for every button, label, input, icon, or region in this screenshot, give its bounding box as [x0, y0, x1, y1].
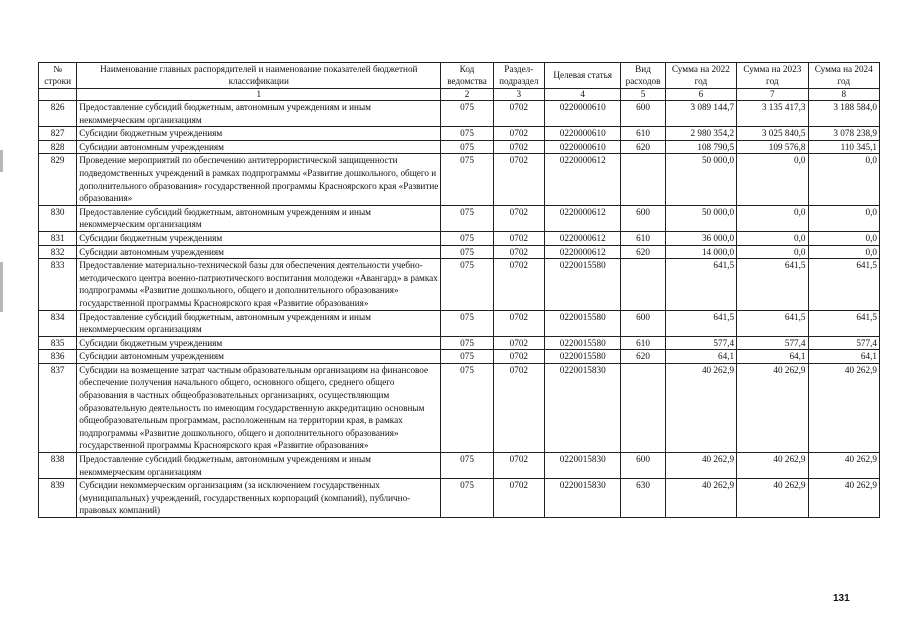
- table-row: [39, 350, 880, 364]
- table-row: [39, 363, 880, 452]
- row-name: Субсидии автономным учреждениям: [77, 140, 441, 154]
- row-target-article: 0220000610: [544, 127, 620, 141]
- row-expense-type: [621, 363, 665, 452]
- column-number: 2: [441, 89, 493, 101]
- row-dept-code: 075: [441, 245, 493, 259]
- row-sum-2023: 0,0: [737, 245, 808, 259]
- row-section: 0702: [493, 140, 544, 154]
- row-section: 0702: [493, 154, 544, 205]
- header-sum-2022: Сумма на 2022 год: [665, 63, 736, 89]
- row-target-article: 0220015580: [544, 350, 620, 364]
- row-sum-2022: 2 980 354,2: [665, 127, 736, 141]
- row-number: 839: [39, 479, 77, 518]
- column-number: 4: [544, 89, 620, 101]
- row-section: 0702: [493, 453, 544, 479]
- table-row: [39, 259, 880, 310]
- row-name: Субсидии бюджетным учреждениям: [77, 336, 441, 350]
- row-sum-2024: 0,0: [808, 205, 879, 231]
- table-row: [39, 336, 880, 350]
- row-expense-type: 600: [621, 310, 665, 336]
- row-expense-type: 600: [621, 101, 665, 127]
- header-sum-2023: Сумма на 2023 год: [737, 63, 808, 89]
- row-sum-2022: 577,4: [665, 336, 736, 350]
- row-section: 0702: [493, 101, 544, 127]
- row-sum-2023: 40 262,9: [737, 363, 808, 452]
- row-sum-2023: 641,5: [737, 259, 808, 310]
- row-sum-2024: 3 188 584,0: [808, 101, 879, 127]
- row-number: 828: [39, 140, 77, 154]
- row-name: Предоставление субсидий бюджетным, автономным учреждениям и иным некоммерческим организациям: [77, 101, 441, 127]
- row-sum-2022: 40 262,9: [665, 363, 736, 452]
- table-row: [39, 127, 880, 141]
- table-row: [39, 154, 880, 205]
- row-sum-2024: 0,0: [808, 245, 879, 259]
- row-dept-code: 075: [441, 350, 493, 364]
- row-target-article: 0220015830: [544, 453, 620, 479]
- row-sum-2024: 3 078 238,9: [808, 127, 879, 141]
- table-row: [39, 453, 880, 479]
- row-target-article: 0220015580: [544, 310, 620, 336]
- row-name: Предоставление субсидий бюджетным, автономным учреждениям и иным некоммерческим организациям: [77, 453, 441, 479]
- row-sum-2023: 40 262,9: [737, 479, 808, 518]
- row-section: 0702: [493, 310, 544, 336]
- row-number: 827: [39, 127, 77, 141]
- row-sum-2024: 110 345,1: [808, 140, 879, 154]
- row-sum-2022: 40 262,9: [665, 453, 736, 479]
- row-expense-type: 620: [621, 350, 665, 364]
- row-sum-2022: 40 262,9: [665, 479, 736, 518]
- column-number-row: [39, 89, 880, 101]
- row-dept-code: 075: [441, 259, 493, 310]
- table-row: [39, 245, 880, 259]
- row-name: Предоставление субсидий бюджетным, автономным учреждениям и иным некоммерческим организациям: [77, 205, 441, 231]
- row-name: Субсидии бюджетным учреждениям: [77, 127, 441, 141]
- row-target-article: 0220000610: [544, 140, 620, 154]
- column-number: 5: [621, 89, 665, 101]
- row-number: 830: [39, 205, 77, 231]
- row-sum-2024: 0,0: [808, 231, 879, 245]
- row-dept-code: 075: [441, 479, 493, 518]
- row-sum-2023: 40 262,9: [737, 453, 808, 479]
- row-dept-code: 075: [441, 363, 493, 452]
- row-expense-type: 610: [621, 231, 665, 245]
- row-number: 826: [39, 101, 77, 127]
- header-name: Наименование главных распорядителей и наименование показателей бюджетной классификации: [77, 63, 441, 89]
- row-target-article: 0220000612: [544, 205, 620, 231]
- row-name: Субсидии автономным учреждениям: [77, 245, 441, 259]
- row-sum-2022: 14 000,0: [665, 245, 736, 259]
- row-dept-code: 075: [441, 310, 493, 336]
- row-name: Субсидии на возмещение затрат частным образовательным организациям на финансовое обеспечение получения начального общего, основного общего, среднего общего образования в частных общеобразовательных организациях, осуществляющим образовательную деятельность по имеющим государственную аккредитацию основным общеобразовательным программам, расположенным на территории края, в рамках подпрограммы «Развитие дошкольного, общего и дополнительного образования» государственной программы Красноярского края «Развитие образования»: [77, 363, 441, 452]
- row-sum-2024: 577,4: [808, 336, 879, 350]
- row-dept-code: 075: [441, 127, 493, 141]
- row-sum-2023: 0,0: [737, 205, 808, 231]
- row-sum-2023: 3 135 417,3: [737, 101, 808, 127]
- column-number: 1: [77, 89, 441, 101]
- row-expense-type: 630: [621, 479, 665, 518]
- row-sum-2022: 3 089 144,7: [665, 101, 736, 127]
- row-dept-code: 075: [441, 205, 493, 231]
- header-target-article: Целевая статья: [544, 63, 620, 89]
- row-sum-2023: 64,1: [737, 350, 808, 364]
- row-number: 836: [39, 350, 77, 364]
- column-number: 8: [808, 89, 879, 101]
- row-section: 0702: [493, 363, 544, 452]
- table-row: [39, 205, 880, 231]
- row-expense-type: 610: [621, 336, 665, 350]
- row-name: Предоставление материально-технической базы для обеспечения деятельности учебно-методического центра военно-патриотического воспитания молодежи «Авангард» в рамках подпрограммы «Развитие дошкольного, общего и дополнительного образования» государственной программы Красноярского края «Развитие образования»: [77, 259, 441, 310]
- row-number: 829: [39, 154, 77, 205]
- row-sum-2022: 64,1: [665, 350, 736, 364]
- row-number: 838: [39, 453, 77, 479]
- row-name: Субсидии некоммерческим организациям (за исключением государственных (муниципальных) учреждений, государственных корпораций (компаний), публично-правовых компаний): [77, 479, 441, 518]
- row-sum-2024: 641,5: [808, 259, 879, 310]
- table-header-row: [39, 63, 880, 89]
- row-expense-type: 610: [621, 127, 665, 141]
- row-name: Субсидии автономным учреждениям: [77, 350, 441, 364]
- row-sum-2023: 0,0: [737, 231, 808, 245]
- row-name: Проведение мероприятий по обеспечению антитеррористической защищенности подведомственных учреждений в рамках подпрограммы «Развитие дошкольного, общего и дополнительного образования» государственной программы Красноярского края «Развитие образования»: [77, 154, 441, 205]
- row-target-article: 0220015830: [544, 479, 620, 518]
- row-section: 0702: [493, 259, 544, 310]
- row-dept-code: 075: [441, 154, 493, 205]
- row-dept-code: 075: [441, 453, 493, 479]
- row-target-article: 0220000610: [544, 101, 620, 127]
- table-row: [39, 479, 880, 518]
- row-sum-2023: 641,5: [737, 310, 808, 336]
- row-target-article: 0220000612: [544, 231, 620, 245]
- column-number: 6: [665, 89, 736, 101]
- row-expense-type: 620: [621, 245, 665, 259]
- row-sum-2022: 108 790,5: [665, 140, 736, 154]
- row-target-article: 0220000612: [544, 245, 620, 259]
- row-sum-2024: 40 262,9: [808, 453, 879, 479]
- row-expense-type: 620: [621, 140, 665, 154]
- row-target-article: 0220015580: [544, 336, 620, 350]
- header-row-no: № строки: [39, 63, 77, 89]
- row-sum-2024: 641,5: [808, 310, 879, 336]
- row-sum-2022: 641,5: [665, 310, 736, 336]
- scan-edge-mark: [0, 262, 3, 312]
- row-expense-type: 600: [621, 205, 665, 231]
- row-target-article: 0220015580: [544, 259, 620, 310]
- row-section: 0702: [493, 479, 544, 518]
- column-number: 7: [737, 89, 808, 101]
- row-dept-code: 075: [441, 140, 493, 154]
- row-target-article: 0220000612: [544, 154, 620, 205]
- row-section: 0702: [493, 336, 544, 350]
- header-dept-code: Код ведомства: [441, 63, 493, 89]
- row-sum-2024: 40 262,9: [808, 363, 879, 452]
- row-sum-2022: 36 000,0: [665, 231, 736, 245]
- row-name: Предоставление субсидий бюджетным, автономным учреждениям и иным некоммерческим организациям: [77, 310, 441, 336]
- header-section: Раздел-подраздел: [493, 63, 544, 89]
- row-number: 834: [39, 310, 77, 336]
- row-section: 0702: [493, 205, 544, 231]
- row-expense-type: 600: [621, 453, 665, 479]
- page-number: 131: [833, 593, 850, 604]
- row-sum-2024: 0,0: [808, 154, 879, 205]
- row-sum-2022: 50 000,0: [665, 154, 736, 205]
- row-section: 0702: [493, 231, 544, 245]
- row-number: 831: [39, 231, 77, 245]
- row-name: Субсидии бюджетным учреждениям: [77, 231, 441, 245]
- table-row: [39, 310, 880, 336]
- row-number: 832: [39, 245, 77, 259]
- table-row: [39, 101, 880, 127]
- row-dept-code: 075: [441, 231, 493, 245]
- row-number: 837: [39, 363, 77, 452]
- row-sum-2023: 577,4: [737, 336, 808, 350]
- row-number: 835: [39, 336, 77, 350]
- scan-edge-mark: [0, 150, 3, 172]
- table-row: [39, 231, 880, 245]
- row-sum-2024: 40 262,9: [808, 479, 879, 518]
- row-sum-2024: 64,1: [808, 350, 879, 364]
- table-row: [39, 140, 880, 154]
- row-number: 833: [39, 259, 77, 310]
- row-sum-2023: 109 576,8: [737, 140, 808, 154]
- row-dept-code: 075: [441, 336, 493, 350]
- row-section: 0702: [493, 127, 544, 141]
- row-expense-type: [621, 259, 665, 310]
- row-sum-2022: 641,5: [665, 259, 736, 310]
- row-section: 0702: [493, 350, 544, 364]
- header-sum-2024: Сумма на 2024 год: [808, 63, 879, 89]
- row-dept-code: 075: [441, 101, 493, 127]
- header-expense-type: Вид расходов: [621, 63, 665, 89]
- column-number: 3: [493, 89, 544, 101]
- row-target-article: 0220015830: [544, 363, 620, 452]
- row-section: 0702: [493, 245, 544, 259]
- row-sum-2023: 3 025 840,5: [737, 127, 808, 141]
- row-sum-2022: 50 000,0: [665, 205, 736, 231]
- row-sum-2023: 0,0: [737, 154, 808, 205]
- row-expense-type: [621, 154, 665, 205]
- budget-table: [38, 62, 880, 518]
